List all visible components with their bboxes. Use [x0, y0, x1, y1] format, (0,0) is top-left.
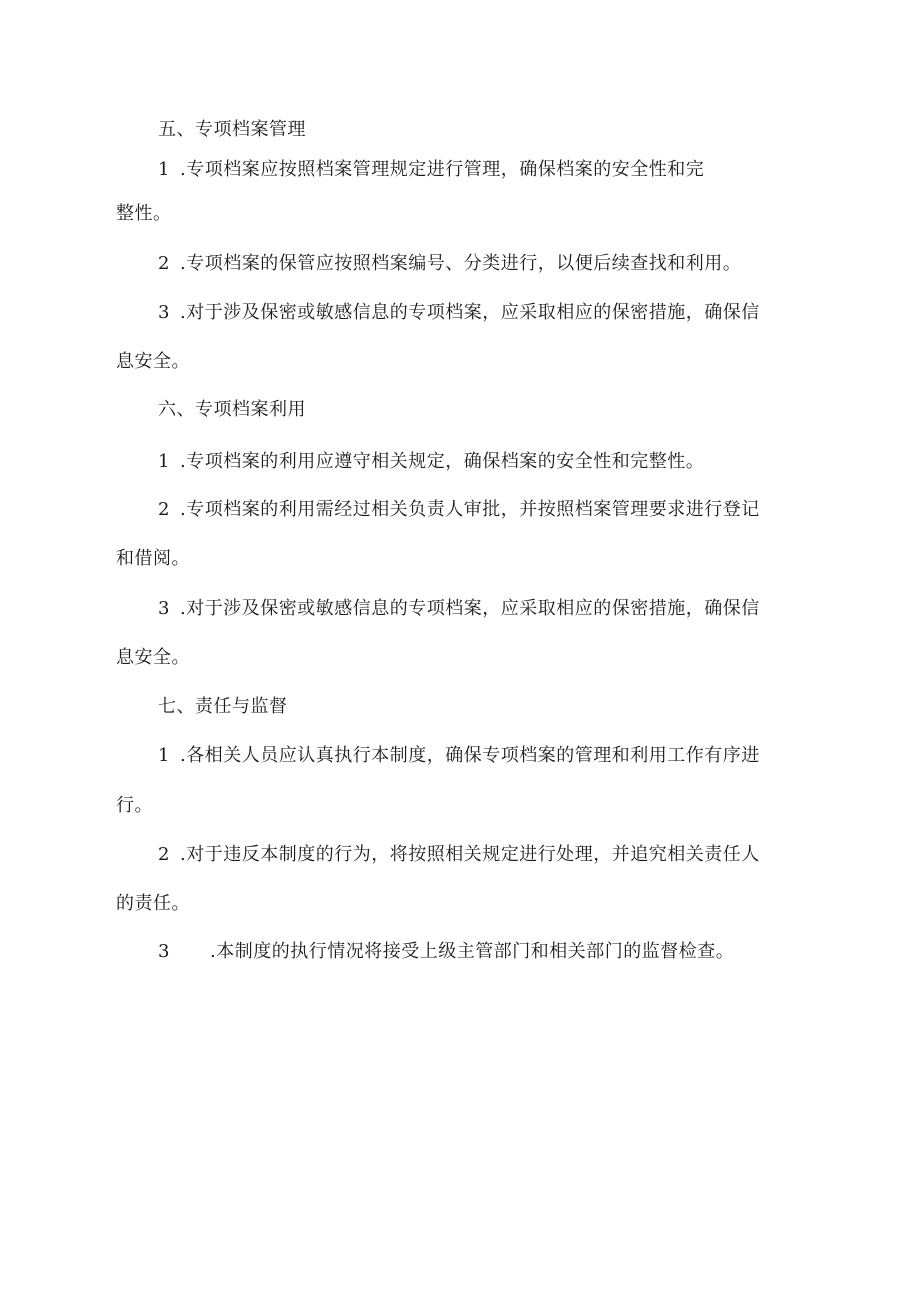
section-heading-6: 六、专项档案利用	[158, 399, 306, 420]
item-number: 2	[158, 253, 170, 274]
item-number: 1	[158, 451, 170, 472]
section-heading-5: 五、专项档案管理	[158, 119, 306, 140]
item-text: .对于违反本制度的行为，将按照相关规定进行处理，并追究相关责任人	[180, 844, 760, 865]
section7-item-1	[158, 744, 760, 768]
item-text: .各相关人员应认真执行本制度，确保专项档案的管理和利用工作有序进	[180, 745, 760, 766]
section6-item-1	[158, 450, 704, 474]
section5-item-1-continuation: 整性。	[116, 203, 172, 224]
item-text: .对于涉及保密或敏感信息的专项档案，应采取相应的保密措施，确保信	[180, 598, 760, 619]
item-number: 3	[158, 598, 170, 619]
item-number: 1	[158, 745, 170, 766]
section5-item-2	[158, 252, 741, 276]
section7-item-2-continuation: 的责任。	[116, 893, 190, 914]
item-text: .专项档案应按照档案管理规定进行管理，确保档案的安全性和完	[180, 159, 705, 180]
section5-item-3-continuation: 息安全。	[116, 351, 190, 372]
item-text: .对于涉及保密或敏感信息的专项档案，应采取相应的保密措施，确保信	[180, 302, 760, 323]
section7-item-3	[158, 940, 734, 964]
section-heading-7: 七、责任与监督	[158, 696, 288, 717]
item-number: 2	[158, 499, 170, 520]
section6-item-3	[158, 597, 760, 621]
section7-item-1-continuation: 行。	[116, 795, 153, 816]
item-text: .专项档案的利用应遵守相关规定，确保档案的安全性和完整性。	[180, 451, 705, 472]
item-text: .专项档案的保管应按照档案编号、分类进行，以便后续查找和利用。	[180, 253, 742, 274]
section6-item-2	[158, 498, 760, 522]
section7-item-2	[158, 843, 760, 867]
section5-item-3	[158, 301, 760, 325]
item-text: .专项档案的利用需经过相关负责人审批，并按照档案管理要求进行登记	[180, 499, 760, 520]
item-text: .本制度的执行情况将接受上级主管部门和相关部门的监督检查。	[210, 941, 735, 962]
item-number: 2	[158, 844, 170, 865]
section6-item-2-continuation: 和借阅。	[116, 548, 190, 569]
item-number: 3	[158, 941, 170, 962]
section5-item-1	[158, 158, 704, 182]
item-number: 1	[158, 159, 170, 180]
item-number: 3	[158, 302, 170, 323]
section6-item-3-continuation: 息安全。	[116, 647, 190, 668]
